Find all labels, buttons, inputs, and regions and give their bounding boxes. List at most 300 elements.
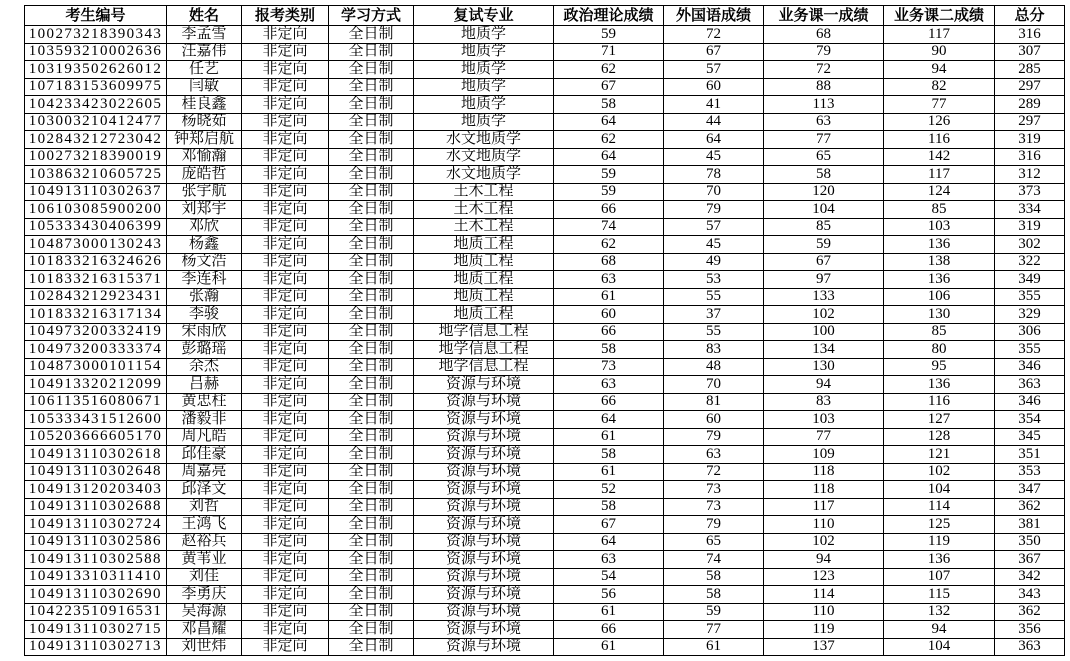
cell-name: 彭璐瑶 [167,341,242,359]
cell-subject2-score: 106 [884,289,995,307]
cell-subject2-score: 136 [884,551,995,569]
cell-language-score: 45 [664,236,764,254]
cell-study-mode: 全日制 [329,411,414,429]
cell-study-mode: 全日制 [329,114,414,132]
cell-politics-score: 66 [554,394,664,412]
cell-total-score: 319 [995,131,1065,149]
cell-subject1-score: 59 [764,236,884,254]
cell-politics-score: 61 [554,639,664,657]
table-row [25,254,1065,272]
cell-name: 王鸿飞 [167,516,242,534]
cell-candidate-id: 104873000101154 [25,359,167,377]
cell-subject2-score: 90 [884,44,995,62]
cell-subject2-score: 94 [884,61,995,79]
cell-language-score: 57 [664,61,764,79]
cell-subject1-score: 58 [764,166,884,184]
cell-study-mode: 全日制 [329,376,414,394]
cell-subject2-score: 136 [884,376,995,394]
cell-major: 地质学 [414,61,554,79]
cell-subject1-score: 77 [764,131,884,149]
cell-study-mode: 全日制 [329,79,414,97]
cell-name: 李连科 [167,271,242,289]
cell-politics-score: 56 [554,586,664,604]
cell-name: 杨晓茹 [167,114,242,132]
cell-category: 非定向 [242,464,329,482]
cell-subject1-score: 113 [764,96,884,114]
cell-subject2-score: 128 [884,429,995,447]
cell-name: 周嘉亮 [167,464,242,482]
cell-language-score: 73 [664,481,764,499]
cell-name: 张宇航 [167,184,242,202]
table-row [25,429,1065,447]
cell-study-mode: 全日制 [329,551,414,569]
cell-total-score: 329 [995,306,1065,324]
cell-politics-score: 67 [554,79,664,97]
cell-politics-score: 63 [554,376,664,394]
cell-language-score: 55 [664,324,764,342]
cell-major: 资源与环境 [414,621,554,639]
cell-total-score: 334 [995,201,1065,219]
cell-name: 杨文浩 [167,254,242,272]
cell-subject1-score: 133 [764,289,884,307]
cell-politics-score: 74 [554,219,664,237]
cell-study-mode: 全日制 [329,516,414,534]
cell-candidate-id: 104913110302588 [25,551,167,569]
cell-category: 非定向 [242,184,329,202]
cell-politics-score: 73 [554,359,664,377]
cell-candidate-id: 105333431512600 [25,411,167,429]
table-row [25,79,1065,97]
cell-politics-score: 64 [554,534,664,552]
cell-category: 非定向 [242,446,329,464]
cell-name: 刘哲 [167,499,242,517]
cell-study-mode: 全日制 [329,499,414,517]
cell-major: 水文地质学 [414,131,554,149]
cell-category: 非定向 [242,61,329,79]
cell-study-mode: 全日制 [329,586,414,604]
cell-subject2-score: 117 [884,166,995,184]
cell-candidate-id: 100273218390343 [25,26,167,44]
cell-category: 非定向 [242,254,329,272]
table-row [25,44,1065,62]
cell-total-score: 343 [995,586,1065,604]
cell-language-score: 57 [664,219,764,237]
cell-total-score: 312 [995,166,1065,184]
cell-total-score: 306 [995,324,1065,342]
cell-study-mode: 全日制 [329,481,414,499]
cell-subject2-score: 104 [884,481,995,499]
cell-language-score: 41 [664,96,764,114]
table-row [25,341,1065,359]
table-row [25,271,1065,289]
header-subject1-score: 业务课一成绩 [764,6,884,26]
cell-subject1-score: 103 [764,411,884,429]
cell-language-score: 59 [664,604,764,622]
cell-language-score: 55 [664,289,764,307]
cell-language-score: 83 [664,341,764,359]
cell-language-score: 78 [664,166,764,184]
cell-name: 桂良鑫 [167,96,242,114]
header-major: 复试专业 [414,6,554,26]
cell-total-score: 307 [995,44,1065,62]
cell-category: 非定向 [242,621,329,639]
cell-politics-score: 61 [554,289,664,307]
cell-name: 宋雨欣 [167,324,242,342]
cell-subject2-score: 127 [884,411,995,429]
cell-name: 李勇庆 [167,586,242,604]
cell-language-score: 64 [664,131,764,149]
cell-candidate-id: 103193502626012 [25,61,167,79]
cell-language-score: 44 [664,114,764,132]
cell-major: 地质工程 [414,236,554,254]
cell-category: 非定向 [242,639,329,657]
cell-name: 邓愉瀚 [167,149,242,167]
cell-name: 刘佳 [167,569,242,587]
cell-candidate-id: 106103085900200 [25,201,167,219]
table-row [25,446,1065,464]
cell-candidate-id: 102843212723042 [25,131,167,149]
cell-subject2-score: 115 [884,586,995,604]
cell-language-score: 73 [664,499,764,517]
cell-major: 地质工程 [414,254,554,272]
cell-subject2-score: 130 [884,306,995,324]
cell-language-score: 70 [664,376,764,394]
table-header-row [25,6,1065,26]
cell-candidate-id: 107183153609975 [25,79,167,97]
cell-politics-score: 52 [554,481,664,499]
table-row [25,289,1065,307]
cell-category: 非定向 [242,79,329,97]
table-row [25,534,1065,552]
table-row [25,394,1065,412]
cell-major: 资源与环境 [414,639,554,657]
cell-name: 黄忠柱 [167,394,242,412]
cell-name: 庞皓哲 [167,166,242,184]
cell-subject2-score: 117 [884,26,995,44]
cell-category: 非定向 [242,376,329,394]
cell-name: 杨鑫 [167,236,242,254]
table-row [25,166,1065,184]
cell-candidate-id: 105203666605170 [25,429,167,447]
cell-major: 地质工程 [414,271,554,289]
cell-subject1-score: 85 [764,219,884,237]
cell-major: 资源与环境 [414,376,554,394]
cell-candidate-id: 104913110302586 [25,534,167,552]
cell-subject2-score: 95 [884,359,995,377]
cell-subject2-score: 85 [884,201,995,219]
cell-category: 非定向 [242,604,329,622]
cell-language-score: 67 [664,44,764,62]
cell-language-score: 58 [664,586,764,604]
cell-politics-score: 54 [554,569,664,587]
cell-candidate-id: 104913110302713 [25,639,167,657]
cell-politics-score: 62 [554,131,664,149]
cell-total-score: 350 [995,534,1065,552]
cell-politics-score: 66 [554,201,664,219]
cell-study-mode: 全日制 [329,149,414,167]
cell-politics-score: 67 [554,516,664,534]
cell-study-mode: 全日制 [329,201,414,219]
cell-study-mode: 全日制 [329,341,414,359]
cell-subject2-score: 132 [884,604,995,622]
cell-major: 资源与环境 [414,516,554,534]
cell-study-mode: 全日制 [329,254,414,272]
cell-study-mode: 全日制 [329,394,414,412]
cell-study-mode: 全日制 [329,569,414,587]
cell-study-mode: 全日制 [329,26,414,44]
cell-subject1-score: 114 [764,586,884,604]
cell-subject2-score: 142 [884,149,995,167]
cell-subject2-score: 119 [884,534,995,552]
table-row [25,219,1065,237]
cell-name: 汪嘉伟 [167,44,242,62]
cell-major: 地学信息工程 [414,341,554,359]
cell-name: 吕赫 [167,376,242,394]
cell-language-score: 70 [664,184,764,202]
cell-candidate-id: 104233423022605 [25,96,167,114]
cell-category: 非定向 [242,429,329,447]
cell-subject1-score: 68 [764,26,884,44]
cell-total-score: 363 [995,376,1065,394]
cell-subject1-score: 109 [764,446,884,464]
header-category: 报考类别 [242,6,329,26]
cell-name: 李孟雪 [167,26,242,44]
cell-subject1-score: 65 [764,149,884,167]
cell-total-score: 297 [995,79,1065,97]
cell-language-score: 79 [664,516,764,534]
cell-candidate-id: 101833216324626 [25,254,167,272]
cell-category: 非定向 [242,499,329,517]
cell-study-mode: 全日制 [329,219,414,237]
cell-politics-score: 64 [554,411,664,429]
header-study-mode: 学习方式 [329,6,414,26]
cell-politics-score: 63 [554,271,664,289]
cell-subject1-score: 72 [764,61,884,79]
cell-study-mode: 全日制 [329,61,414,79]
cell-study-mode: 全日制 [329,464,414,482]
cell-major: 土木工程 [414,184,554,202]
cell-language-score: 53 [664,271,764,289]
cell-total-score: 353 [995,464,1065,482]
table-row [25,149,1065,167]
cell-subject1-score: 134 [764,341,884,359]
cell-language-score: 60 [664,79,764,97]
table-row [25,621,1065,639]
cell-candidate-id: 104913110302690 [25,586,167,604]
cell-total-score: 322 [995,254,1065,272]
table-row [25,114,1065,132]
cell-language-score: 72 [664,26,764,44]
cell-total-score: 346 [995,359,1065,377]
cell-subject2-score: 94 [884,621,995,639]
cell-subject1-score: 102 [764,306,884,324]
cell-politics-score: 58 [554,446,664,464]
table-row [25,96,1065,114]
cell-subject2-score: 82 [884,79,995,97]
cell-candidate-id: 100273218390019 [25,149,167,167]
cell-candidate-id: 104913320212099 [25,376,167,394]
cell-total-score: 363 [995,639,1065,657]
cell-subject1-score: 79 [764,44,884,62]
cell-name: 邓欣 [167,219,242,237]
cell-subject2-score: 107 [884,569,995,587]
table-row [25,376,1065,394]
cell-name: 邓昌耀 [167,621,242,639]
cell-total-score: 362 [995,604,1065,622]
cell-major: 地质学 [414,96,554,114]
table-row [25,569,1065,587]
cell-subject1-score: 102 [764,534,884,552]
cell-politics-score: 62 [554,61,664,79]
cell-candidate-id: 103003210412477 [25,114,167,132]
cell-study-mode: 全日制 [329,534,414,552]
cell-category: 非定向 [242,219,329,237]
cell-name: 邱佳豪 [167,446,242,464]
cell-politics-score: 68 [554,254,664,272]
cell-study-mode: 全日制 [329,621,414,639]
cell-subject2-score: 116 [884,394,995,412]
cell-politics-score: 58 [554,96,664,114]
cell-total-score: 346 [995,394,1065,412]
cell-politics-score: 58 [554,341,664,359]
cell-major: 资源与环境 [414,534,554,552]
cell-category: 非定向 [242,481,329,499]
cell-language-score: 79 [664,429,764,447]
cell-name: 吴海源 [167,604,242,622]
cell-total-score: 362 [995,499,1065,517]
cell-language-score: 61 [664,639,764,657]
cell-subject1-score: 119 [764,621,884,639]
cell-politics-score: 59 [554,26,664,44]
cell-major: 水文地质学 [414,166,554,184]
cell-subject1-score: 130 [764,359,884,377]
cell-politics-score: 64 [554,149,664,167]
cell-politics-score: 61 [554,429,664,447]
cell-major: 地质学 [414,114,554,132]
cell-major: 资源与环境 [414,586,554,604]
cell-category: 非定向 [242,551,329,569]
cell-politics-score: 66 [554,621,664,639]
cell-total-score: 319 [995,219,1065,237]
cell-study-mode: 全日制 [329,359,414,377]
table-row [25,411,1065,429]
cell-category: 非定向 [242,271,329,289]
cell-total-score: 355 [995,341,1065,359]
cell-name: 赵裕兵 [167,534,242,552]
cell-politics-score: 58 [554,499,664,517]
cell-total-score: 381 [995,516,1065,534]
cell-category: 非定向 [242,149,329,167]
cell-major: 地质学 [414,44,554,62]
cell-subject2-score: 136 [884,271,995,289]
header-language-score: 外国语成绩 [664,6,764,26]
cell-major: 资源与环境 [414,464,554,482]
table-row [25,359,1065,377]
table-row [25,324,1065,342]
cell-major: 资源与环境 [414,481,554,499]
cell-name: 钟郑启航 [167,131,242,149]
cell-study-mode: 全日制 [329,324,414,342]
cell-subject1-score: 63 [764,114,884,132]
cell-politics-score: 60 [554,306,664,324]
cell-category: 非定向 [242,26,329,44]
cell-category: 非定向 [242,289,329,307]
cell-category: 非定向 [242,114,329,132]
cell-politics-score: 63 [554,551,664,569]
cell-major: 资源与环境 [414,446,554,464]
cell-candidate-id: 101833216315371 [25,271,167,289]
cell-language-score: 74 [664,551,764,569]
table-row [25,201,1065,219]
cell-major: 资源与环境 [414,551,554,569]
cell-major: 土木工程 [414,219,554,237]
cell-subject1-score: 104 [764,201,884,219]
header-candidate-id: 考生编号 [25,6,167,26]
cell-subject2-score: 124 [884,184,995,202]
cell-candidate-id: 104913110302715 [25,621,167,639]
cell-total-score: 367 [995,551,1065,569]
cell-candidate-id: 104913120203403 [25,481,167,499]
cell-major: 地质学 [414,26,554,44]
cell-language-score: 72 [664,464,764,482]
cell-politics-score: 59 [554,166,664,184]
cell-total-score: 302 [995,236,1065,254]
cell-subject2-score: 136 [884,236,995,254]
cell-name: 刘郑宇 [167,201,242,219]
cell-candidate-id: 104913110302618 [25,446,167,464]
cell-category: 非定向 [242,166,329,184]
cell-candidate-id: 104913310311410 [25,569,167,587]
cell-subject1-score: 110 [764,516,884,534]
cell-candidate-id: 105333430406399 [25,219,167,237]
cell-total-score: 316 [995,149,1065,167]
cell-language-score: 37 [664,306,764,324]
cell-total-score: 373 [995,184,1065,202]
cell-subject1-score: 100 [764,324,884,342]
table-row [25,499,1065,517]
cell-politics-score: 59 [554,184,664,202]
cell-subject1-score: 118 [764,464,884,482]
cell-category: 非定向 [242,394,329,412]
cell-subject2-score: 125 [884,516,995,534]
cell-subject1-score: 83 [764,394,884,412]
cell-candidate-id: 104973200333374 [25,341,167,359]
cell-major: 地学信息工程 [414,359,554,377]
cell-major: 资源与环境 [414,429,554,447]
cell-category: 非定向 [242,534,329,552]
cell-total-score: 354 [995,411,1065,429]
cell-subject1-score: 67 [764,254,884,272]
cell-candidate-id: 101833216317134 [25,306,167,324]
cell-language-score: 81 [664,394,764,412]
cell-name: 邱泽文 [167,481,242,499]
cell-name: 闫敏 [167,79,242,97]
cell-language-score: 63 [664,446,764,464]
cell-category: 非定向 [242,359,329,377]
cell-major: 地学信息工程 [414,324,554,342]
cell-category: 非定向 [242,236,329,254]
cell-subject1-score: 123 [764,569,884,587]
cell-category: 非定向 [242,306,329,324]
cell-subject2-score: 138 [884,254,995,272]
cell-name: 李骏 [167,306,242,324]
table-row [25,61,1065,79]
cell-category: 非定向 [242,201,329,219]
cell-subject1-score: 117 [764,499,884,517]
table-row [25,516,1065,534]
cell-subject2-score: 77 [884,96,995,114]
cell-total-score: 289 [995,96,1065,114]
